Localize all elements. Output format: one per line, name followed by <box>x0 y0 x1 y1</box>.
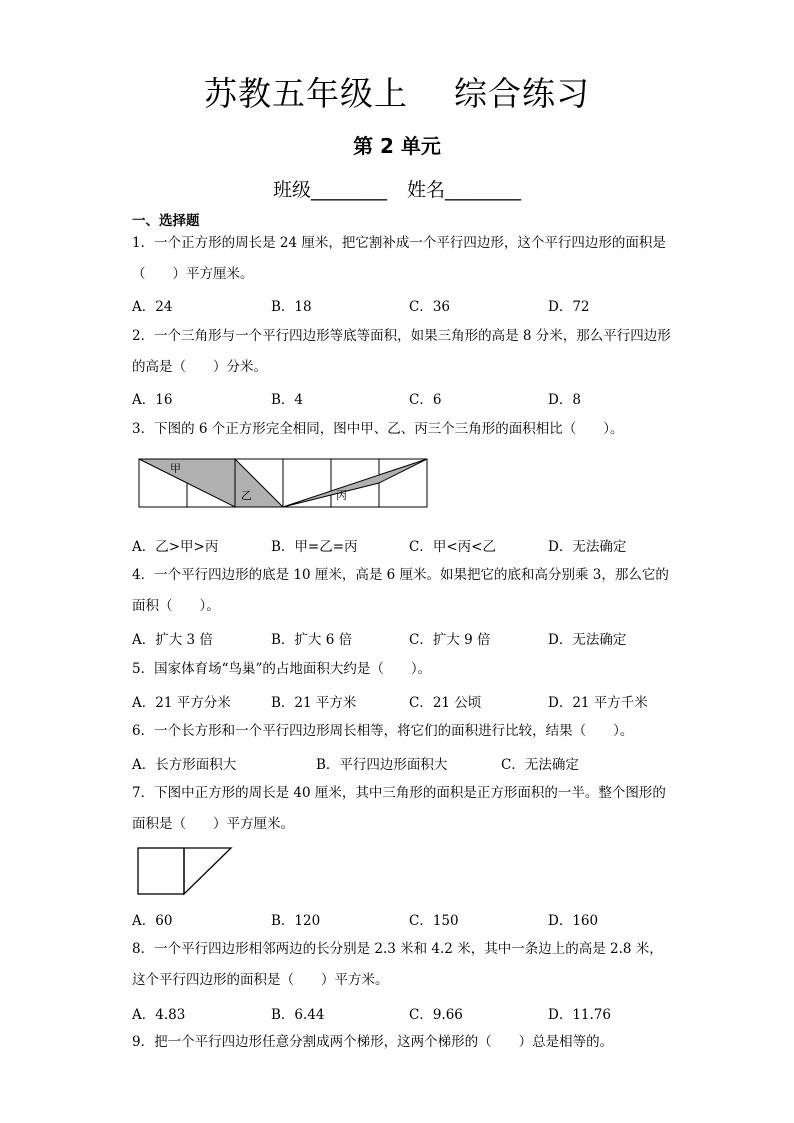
label-jia: 甲 <box>170 462 181 475</box>
label-yi: 乙 <box>241 489 252 502</box>
option-b[interactable]: B．4 <box>271 392 304 408</box>
label-bing: 丙 <box>336 489 347 502</box>
option-a[interactable]: A．21 平方分米 <box>132 695 231 711</box>
options-6 <box>132 753 692 773</box>
option-d[interactable]: D．8 <box>548 392 581 408</box>
option-b[interactable]: B．120 <box>271 913 321 929</box>
option-a[interactable]: A．乙>甲>丙 <box>132 539 219 555</box>
student-fields <box>0 175 794 202</box>
option-d[interactable]: D．11.76 <box>548 1007 611 1023</box>
option-a[interactable]: A．60 <box>132 913 173 929</box>
title-left: 苏教五年级上 <box>204 74 408 113</box>
square-triangle-figure <box>136 846 234 896</box>
option-b[interactable]: B．平行四边形面积大 <box>316 757 448 773</box>
question-2: 2．一个三角形与一个平行四边形等底等面积，如果三角形的高是 8 分米，那么平行四边形的高是（ ）分米。 <box>132 328 671 375</box>
option-b[interactable]: B．扩大 6 倍 <box>271 632 353 648</box>
option-c[interactable]: C．6 <box>409 392 442 408</box>
option-d[interactable]: D．160 <box>548 913 599 929</box>
option-a[interactable]: A．扩大 3 倍 <box>132 632 213 648</box>
option-c[interactable]: C．无法确定 <box>501 757 579 773</box>
options-8 <box>132 1003 692 1023</box>
question-9: 9．把一个平行四边形任意分割成两个梯形，这两个梯形的（ ）总是相等的。 <box>132 1034 614 1050</box>
options-2 <box>132 388 692 408</box>
section-heading: 一、选择题 <box>132 213 200 229</box>
question-7: 7．下图中正方形的周长是 40 厘米，其中三角形的面积是正方形面积的一半。整个图形的面积是（ ）平方厘米。 <box>132 785 666 832</box>
options-7 <box>132 909 692 929</box>
option-c[interactable]: C．甲<丙<乙 <box>409 539 496 555</box>
page-title <box>0 68 794 115</box>
options-5 <box>132 691 692 711</box>
option-d[interactable]: D．72 <box>548 299 590 315</box>
option-b[interactable]: B．6.44 <box>271 1007 325 1023</box>
unit-subtitle: 第 2 单元 <box>353 134 441 158</box>
option-c[interactable]: C．150 <box>409 913 459 929</box>
option-a[interactable]: A．24 <box>132 299 173 315</box>
question-1: 1．一个正方形的周长是 24 厘米，把它割补成一个平行四边形，这个平行四边形的面积是（ ）平方厘米。 <box>132 235 666 282</box>
question-3: 3．下图的 6 个正方形完全相同，图中甲、乙、丙三个三角形的面积相比（ ）。 <box>132 421 624 437</box>
option-d[interactable]: D．无法确定 <box>548 539 627 555</box>
options-4 <box>132 628 692 648</box>
question-6: 6．一个长方形和一个平行四边形周长相等，将它们的面积进行比较，结果（ ）。 <box>132 723 634 739</box>
option-c[interactable]: C．扩大 9 倍 <box>409 632 491 648</box>
title-right: 综合练习 <box>454 74 590 113</box>
option-b[interactable]: B．21 平方米 <box>271 695 357 711</box>
option-a[interactable]: A．4.83 <box>132 1007 186 1023</box>
name-field[interactable]: 姓名________ <box>407 179 522 201</box>
option-c[interactable]: C．21 公顷 <box>409 695 482 711</box>
option-a[interactable]: A．16 <box>132 392 173 408</box>
question-8: 8．一个平行四边形相邻两边的长分别是 2.3 米和 4.2 米，其中一条边上的高是 2.8 米，这个平行四边形的面积是（ ）平方米。 <box>132 941 663 988</box>
triangle-bing <box>283 459 427 507</box>
option-b[interactable]: B．甲=乙=丙 <box>271 539 358 555</box>
options-3 <box>132 535 692 555</box>
option-c[interactable]: C．9.66 <box>409 1007 463 1023</box>
question-4: 4．一个平行四边形的底是 10 厘米，高是 6 厘米。如果把它的底和高分别乘 3，那么它的面积（ ）。 <box>132 567 669 614</box>
option-d[interactable]: D．无法确定 <box>548 632 627 648</box>
option-c[interactable]: C．36 <box>409 299 451 315</box>
question-5: 5．国家体育场“鸟巢”的占地面积大约是（ ）。 <box>132 661 432 677</box>
square-shape <box>138 848 184 894</box>
triangle-shape <box>184 848 231 894</box>
option-d[interactable]: D．21 平方千米 <box>548 695 648 711</box>
option-b[interactable]: B．18 <box>271 299 312 315</box>
class-field[interactable]: 班级________ <box>272 179 387 201</box>
six-squares-figure <box>138 458 430 510</box>
option-a[interactable]: A．长方形面积大 <box>132 757 237 773</box>
options-1 <box>132 295 692 315</box>
